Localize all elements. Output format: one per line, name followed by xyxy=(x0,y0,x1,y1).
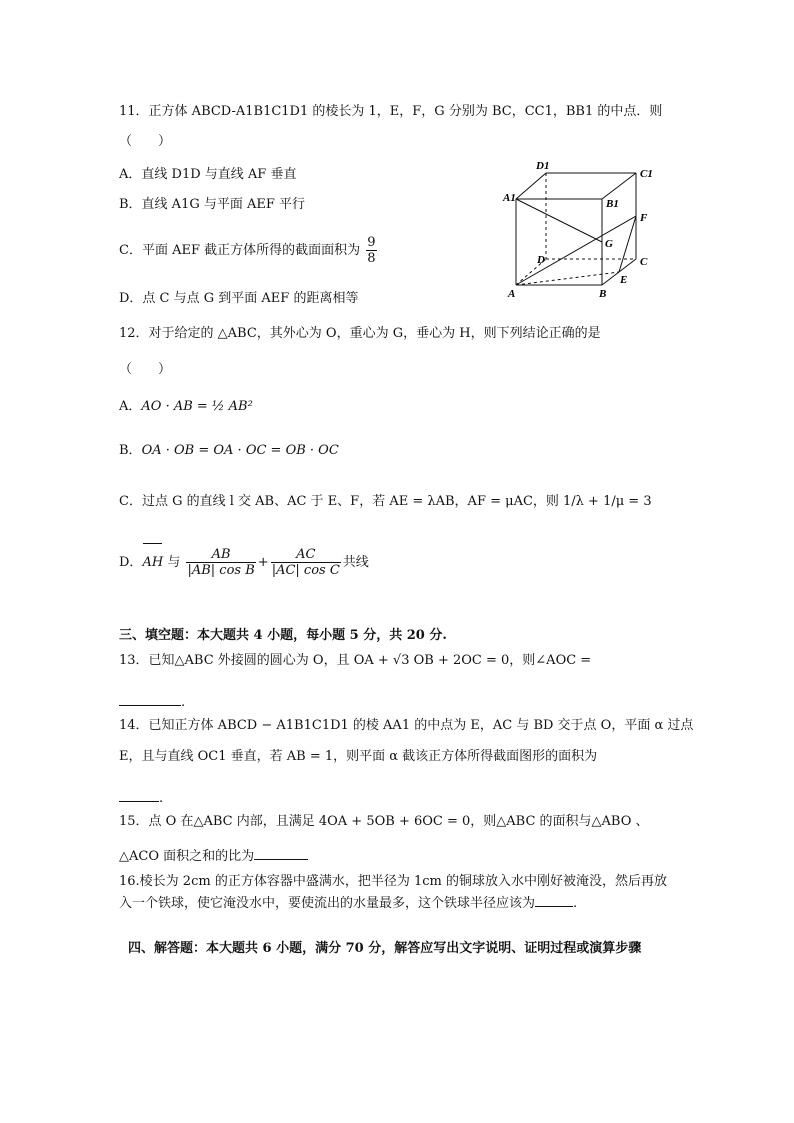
q13-blank xyxy=(119,704,181,706)
q11-option-c-num: 9 xyxy=(367,235,376,250)
q12-option-d-label: D． xyxy=(119,555,143,570)
q12-paren: （ ） xyxy=(119,362,172,377)
q11-option-c xyxy=(119,235,379,266)
q15-blank xyxy=(254,858,308,860)
q12-option-d-end: 共线 xyxy=(342,555,369,570)
q13-answer xyxy=(119,694,185,712)
q11-option-b: B．直线 A1G 与平面 AEF 平行 xyxy=(119,197,306,212)
section3-title: 三、填空题：本大题共 4 小题，每小题 5 分，共 20 分. xyxy=(119,628,447,643)
q16-line2-text: 入一个铁球，使它淹没水中，要使流出的水量最多，这个铁球半径应该为 xyxy=(119,896,536,911)
label-c: C xyxy=(640,256,648,268)
q16-end: . xyxy=(573,896,578,911)
q11-stem: 11．正方体 ABCD-A1B1C1D1 的棱长为 1，E，F，G 分别为 BC，CC1，BB1 的中点．则 xyxy=(119,104,663,119)
q15-line1: 15．点 O 在△ABC 内部，且满足 4OA + 5OB + 6OC = 0，则△ABC 的面积与△ABO 、 xyxy=(119,814,649,829)
q16-line2 xyxy=(119,895,577,913)
q12-option-a-label: A． xyxy=(119,399,142,414)
q12-option-a-expr: AO · AB = ½ AB² xyxy=(141,399,253,414)
q11-option-c-text: C．平面 AEF 截正方体所得的截面面积为 xyxy=(119,243,361,258)
q16-line1: 16.棱长为 2cm 的正方体容器中盛满水，把半径为 1cm 的铜球放入水中刚好被淹没，然后再放 xyxy=(119,874,667,889)
q11-option-a: A．直线 D1D 与直线 AF 垂直 xyxy=(119,167,297,182)
q12-fraction-ab-num: AB xyxy=(186,547,255,563)
q12-fraction-ac-den: |AC| cos C xyxy=(271,563,340,578)
label-d1: D1 xyxy=(536,160,550,172)
q12-option-b xyxy=(119,442,339,460)
q12-option-c: C．过点 G 的直线 l 交 AB、AC 于 E、F，若 AE = λAB，AF = μAC，则 1/λ + 1/μ = 3 xyxy=(119,494,652,509)
q12-fraction-ac xyxy=(271,547,341,578)
q13-end: . xyxy=(181,695,186,710)
q14-blank xyxy=(119,800,159,802)
label-b: B xyxy=(599,288,607,300)
q12-option-d: D．AH 与 $\frac{AB}{\text{|AB| cos B}}$ + $\frac{AC}{\text{|AC| cos C}}$ 共线 xyxy=(119,545,369,581)
label-g: G xyxy=(605,238,613,250)
q11-paren: （ ） xyxy=(119,134,172,149)
q12-option-b-label: B． xyxy=(119,443,142,458)
q15-line2 xyxy=(119,848,308,866)
q11-option-c-den: 8 xyxy=(367,251,376,266)
q12-option-a xyxy=(119,398,253,416)
section4-title: 四、解答题：本大题共 6 小题，满分 70 分，解答应写出文字说明、证明过程或演算步骤 xyxy=(128,941,642,956)
cube-figure xyxy=(500,155,670,305)
q14-line2: E，且与直线 OC1 垂直，若 AB = 1，则平面 α 截该正方体所得截面图形的面积为 xyxy=(119,749,598,764)
q13-text: 13．已知△ABC 外接圆的圆心为 O，且 OA + √3 OB + 2OC = 0，则∠AOC = xyxy=(119,653,592,668)
q12-fraction-ac-num: AC xyxy=(271,547,341,563)
q12-fraction-ab-den: |AB| cos B xyxy=(187,563,255,578)
q12-option-b-expr: OA · OB = OA · OC = OB · OC xyxy=(141,443,339,458)
q14-answer xyxy=(119,790,163,808)
label-b1: B1 xyxy=(606,198,619,210)
label-a1: A1 xyxy=(503,192,516,204)
q14-end: . xyxy=(159,791,164,806)
q12-stem: 12．对于给定的 △ABC，其外心为 O，重心为 G，垂心为 H，则下列结论正确的是 xyxy=(119,326,601,341)
q12-fraction-ab xyxy=(186,547,255,578)
label-c1: C1 xyxy=(640,168,653,180)
label-e: E xyxy=(620,274,628,286)
q11-option-d: D．点 C 与点 G 到平面 AEF 的距离相等 xyxy=(119,291,359,306)
q16-blank xyxy=(535,905,573,907)
q12-option-d-yu: 与 xyxy=(167,555,181,570)
label-a: A xyxy=(508,288,516,300)
label-d: D xyxy=(537,254,545,266)
q15-line2-text: △ACO 面积之和的比为 xyxy=(119,849,255,864)
q14-line1: 14．已知正方体 ABCD − A1B1C1D1 的棱 AA1 的中点为 E，AC 与 BD 交于点 O，平面 α 过点 xyxy=(119,718,694,733)
q11-option-c-fraction xyxy=(366,235,376,266)
label-f: F xyxy=(640,212,648,224)
q12-vector-ah: AH xyxy=(142,545,163,581)
